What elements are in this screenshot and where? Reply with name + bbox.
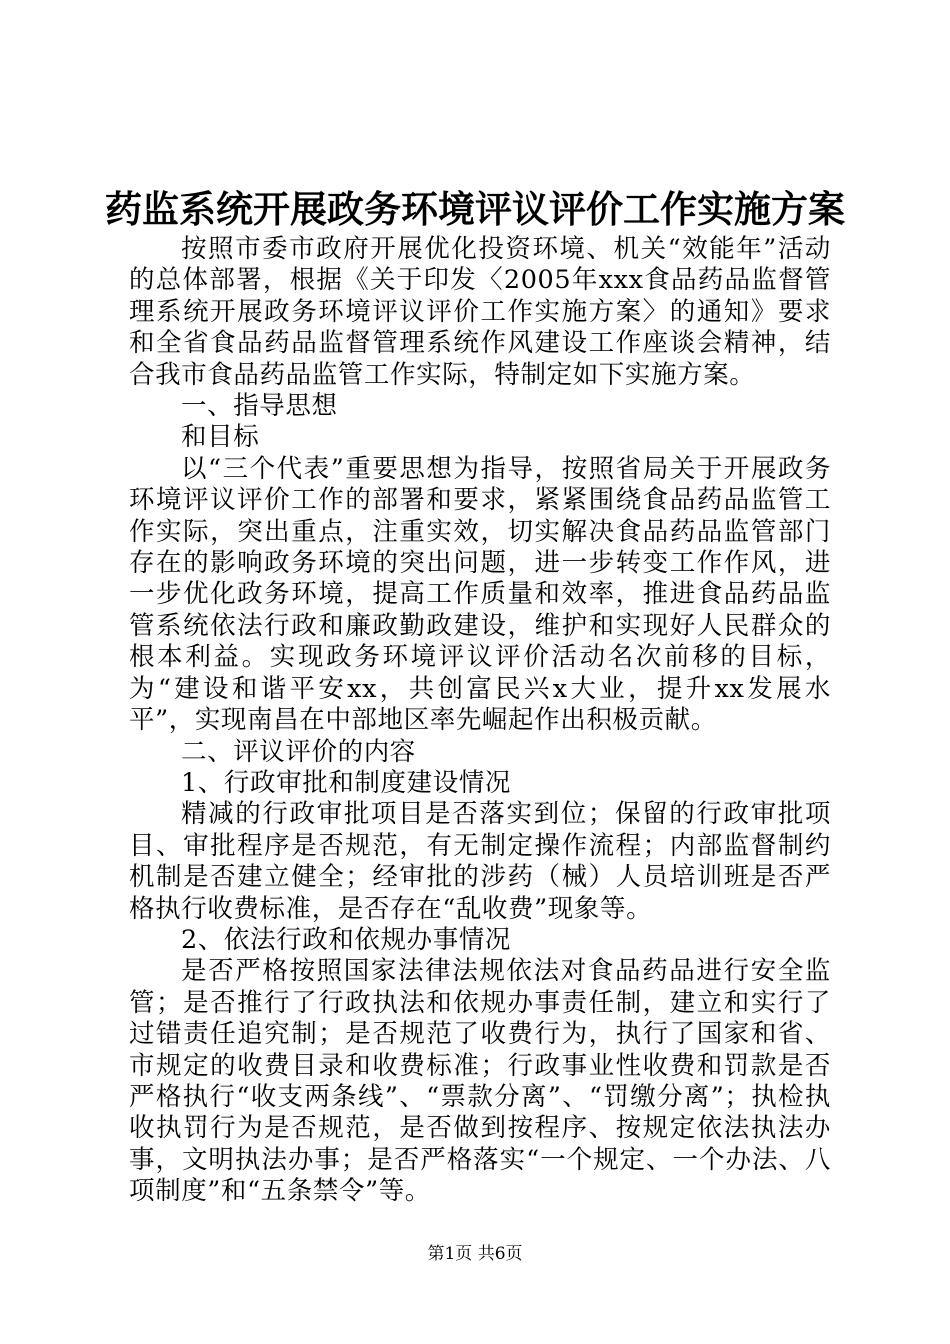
lawful-administration-paragraph: 是否严格按照国家法律法规依法对食品药品进行安全监管；是否推行了行政执法和依规办事责任制，建立和实行了过错责任追究制；是否规范了收费行为，执行了国家和省、市规定的收费目录和收费标准；行政事业性收费和罚款是否严格执行“收支两条线”、“票款分离”、“罚缴分离”；执检执收执罚行为是否规范，是否做到按程序、按规定依法执法办事，文明执法办事；是否严格落实“一个规定、一个办法、八项制度”和“五条禁令”等。 [129, 956, 831, 1207]
subsection-heading-lawful-administration: 2、依法行政和依规办事情况 [181, 924, 512, 955]
subsection-heading-administrative-approval: 1、行政审批和制度建设情况 [181, 767, 512, 798]
administrative-approval-paragraph: 精减的行政审批项目是否落实到位；保留的行政审批项目、审批程序是否规范，有无制定操作流程；内部监督制约机制是否建立健全；经审批的涉药（械）人员培训班是否严格执行收费标准，是否存在“乱收费”现象等。 [129, 799, 831, 924]
document-body [129, 234, 831, 1208]
page-number-footer: 第1页 共6页 [427, 1244, 523, 1264]
document-title: 药监系统开展政务环境评议评价工作实施方案 [105, 187, 845, 231]
section-heading-guiding-ideology: 一、指导思想 [181, 391, 338, 422]
section-heading-continuation: 和目标 [181, 422, 260, 453]
intro-paragraph: 按照市委市政府开展优化投资环境、机关“效能年”活动的总体部署，根据《关于印发〈2005年xxx食品药品监督管理系统开展政务环境评议评价工作实施方案〉的通知》要求和全省食品药品监督管理系统作风建设工作座谈会精神，结合我市食品药品监管工作实际，特制定如下实施方案。 [129, 234, 831, 390]
section-heading-evaluation-content: 二、评议评价的内容 [181, 736, 416, 767]
guiding-ideology-paragraph: 以“三个代表”重要思想为指导，按照省局关于开展政务环境评议评价工作的部署和要求，紧紧围绕食品药品监管工作实际，突出重点，注重实效，切实解决食品药品监管部门存在的影响政务环境的突出问题，进一步转变工作作风，进一步优化政务环境，提高工作质量和效率，推进食品药品监管系统依法行政和廉政勤政建设，维护和实现好人民群众的根本利益。实现政务环境评议评价活动名次前移的目标，为“建设和谐平安xx，共创富民兴x大业，提升xx发展水平”，实现南昌在中部地区率先崛起作出积极贡献。 [129, 453, 831, 736]
